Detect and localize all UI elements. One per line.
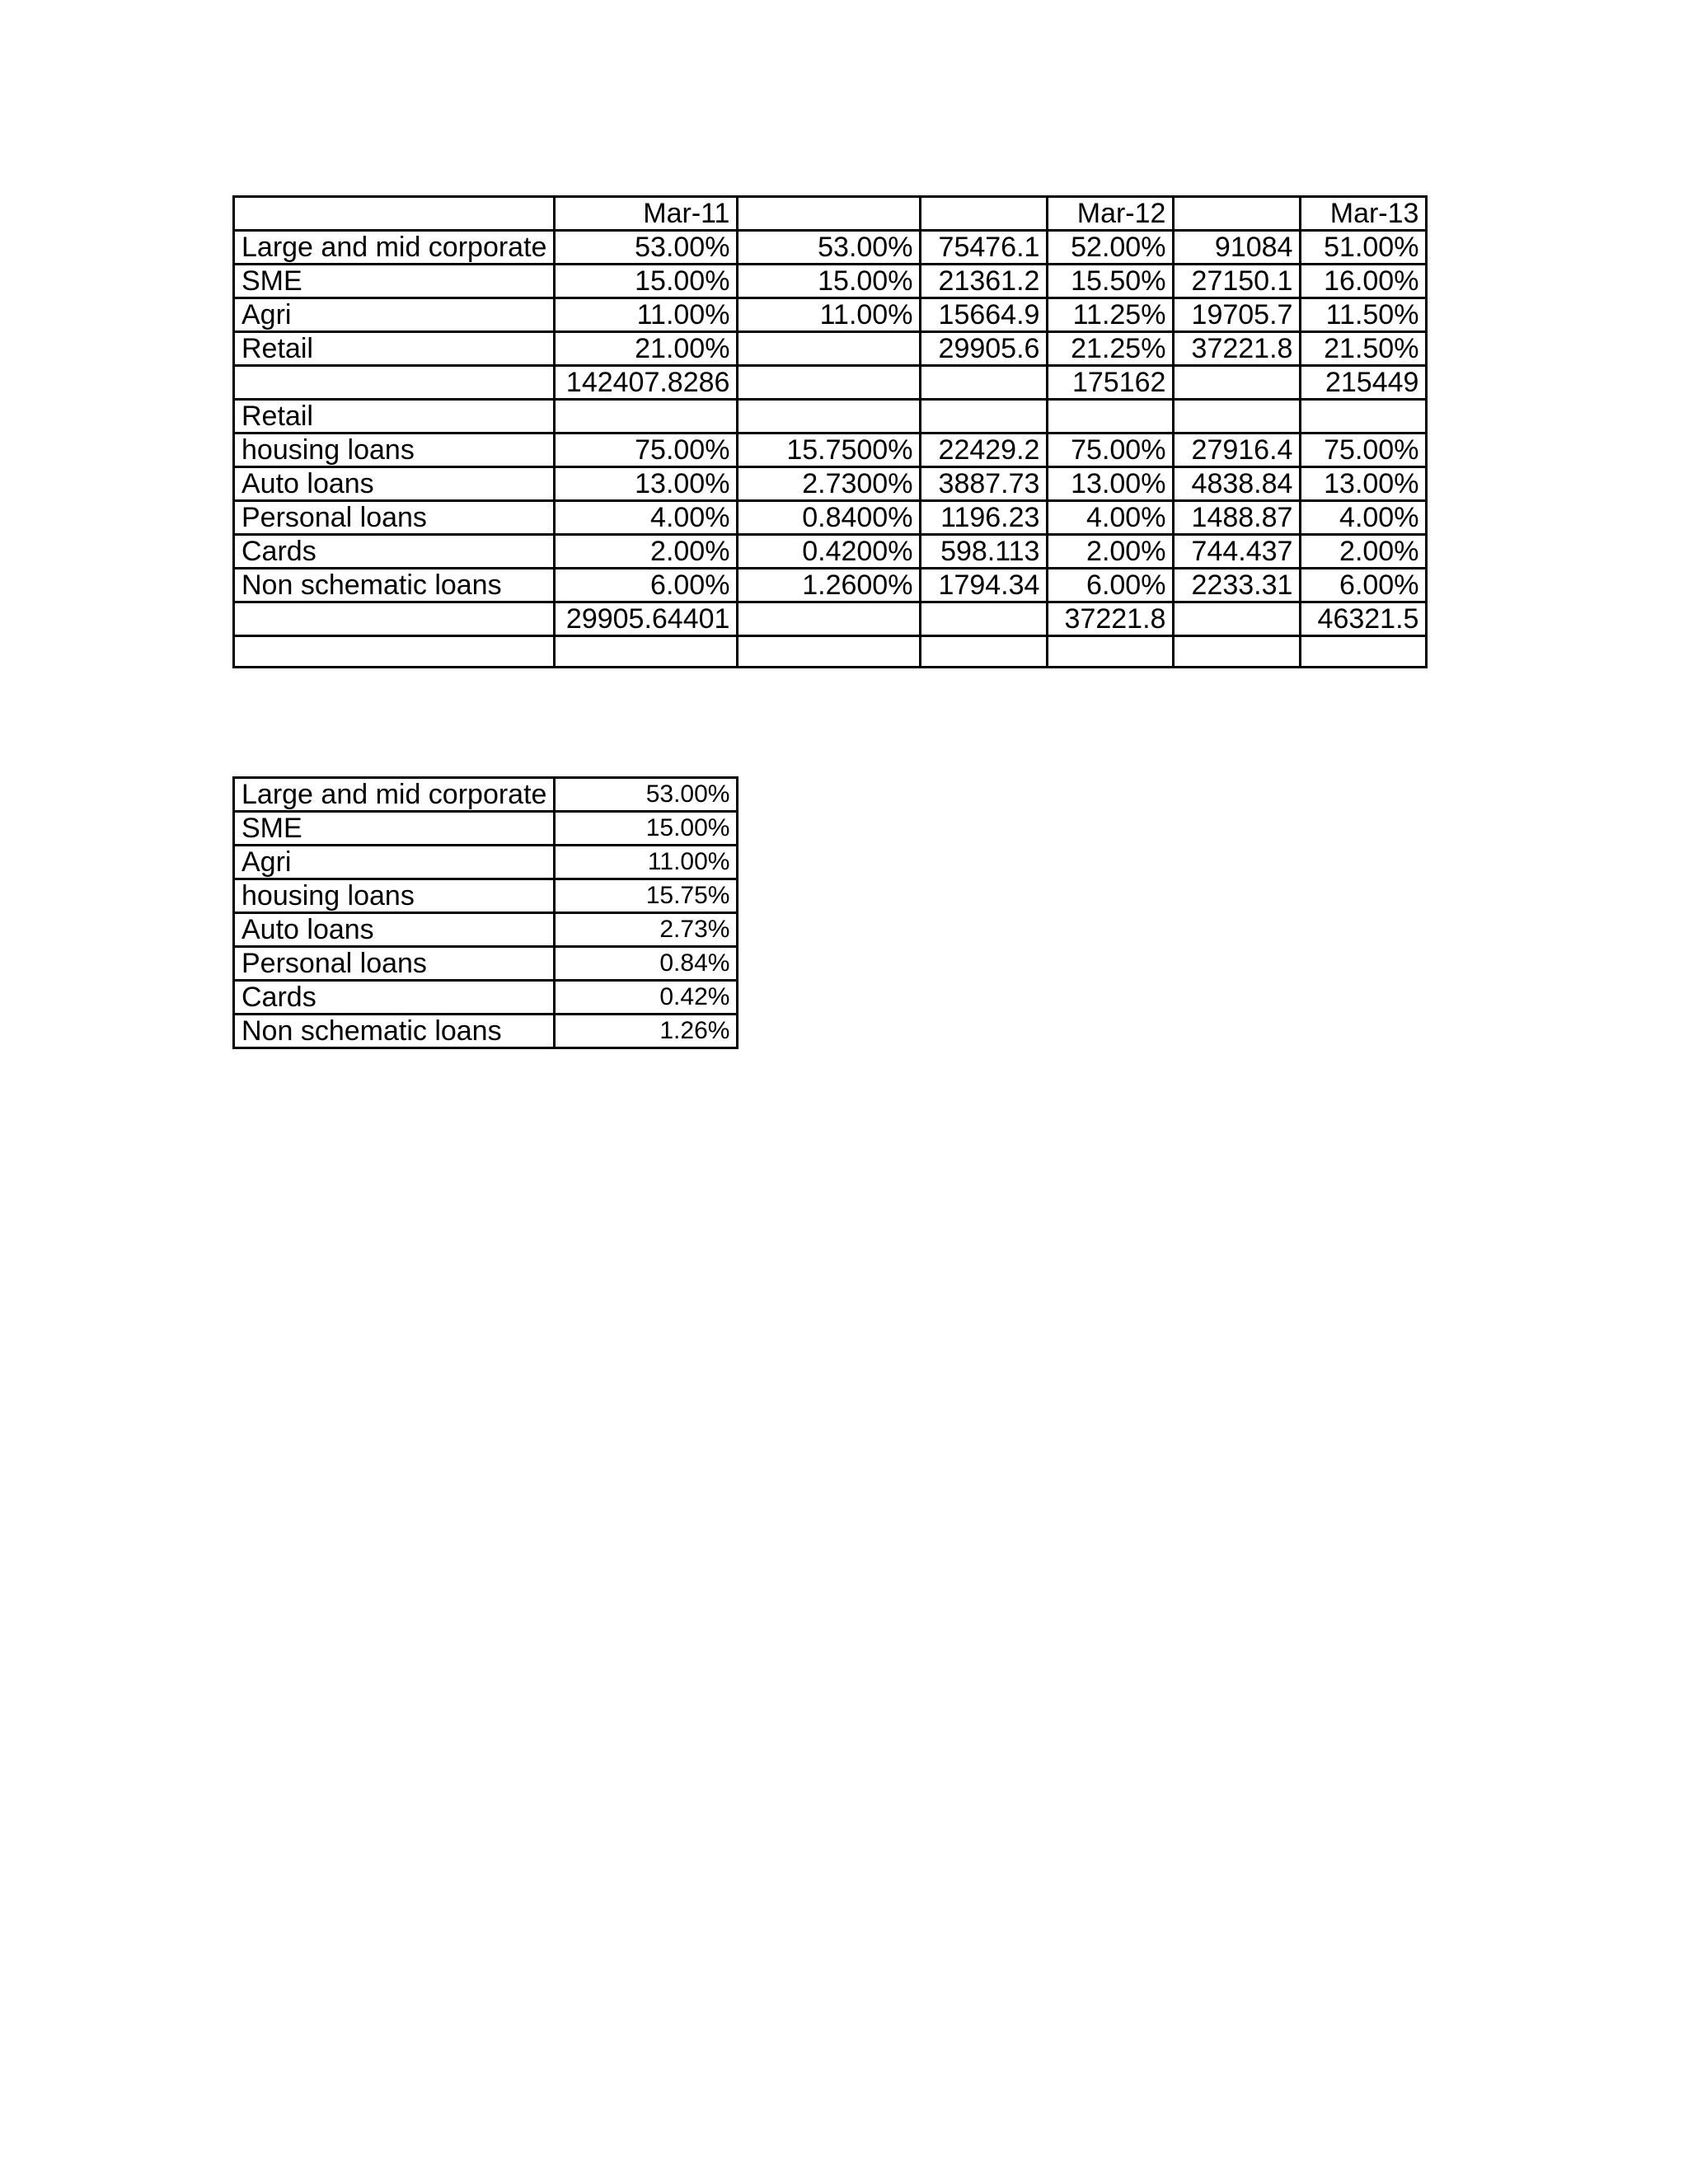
table-row [234, 332, 1427, 366]
value-cell: 4.00% [555, 501, 738, 535]
value-cell: 19705.7 [1174, 298, 1301, 332]
value-cell [1174, 602, 1301, 636]
value-cell: 0.84% [555, 947, 738, 981]
value-cell: Mar-12 [1048, 197, 1174, 231]
value-cell: 215449 [1301, 366, 1427, 400]
value-cell [738, 400, 921, 434]
value-cell: 2.73% [555, 913, 738, 947]
value-cell: 2.00% [1048, 535, 1174, 569]
row-label-cell [234, 366, 555, 400]
value-cell: 2.00% [555, 535, 738, 569]
row-label-cell: Cards [234, 981, 555, 1015]
value-cell: 598.113 [921, 535, 1048, 569]
value-cell [1174, 636, 1301, 668]
row-label-cell: Large and mid corporate [234, 778, 555, 812]
value-cell: 11.00% [555, 298, 738, 332]
value-cell: 1.26% [555, 1015, 738, 1048]
value-cell: 13.00% [555, 467, 738, 501]
value-cell: 22429.2 [921, 434, 1048, 467]
value-cell: 2233.31 [1174, 569, 1301, 602]
value-cell [738, 366, 921, 400]
value-cell: 1488.87 [1174, 501, 1301, 535]
row-label-cell: Personal loans [234, 947, 555, 981]
row-label-cell: SME [234, 265, 555, 298]
value-cell: 15.75% [555, 879, 738, 913]
row-label-cell: Retail [234, 332, 555, 366]
value-cell: 27916.4 [1174, 434, 1301, 467]
value-cell: 37221.8 [1048, 602, 1174, 636]
row-label-cell: Large and mid corporate [234, 231, 555, 265]
summary-table [232, 776, 738, 1049]
value-cell [1048, 400, 1174, 434]
value-cell [921, 602, 1048, 636]
value-cell [1301, 636, 1427, 668]
value-cell: 13.00% [1048, 467, 1174, 501]
row-label-cell: Auto loans [234, 467, 555, 501]
value-cell: Mar-11 [555, 197, 738, 231]
value-cell: 15.00% [738, 265, 921, 298]
row-label-cell: SME [234, 812, 555, 846]
value-cell: 15.00% [555, 265, 738, 298]
value-cell: 21.50% [1301, 332, 1427, 366]
table-row [234, 879, 738, 913]
value-cell: 29905.64401 [555, 602, 738, 636]
row-label-cell: Auto loans [234, 913, 555, 947]
row-label-cell: Agri [234, 298, 555, 332]
table-row [234, 913, 738, 947]
value-cell: 744.437 [1174, 535, 1301, 569]
table-row [234, 197, 1427, 231]
value-cell: 75.00% [555, 434, 738, 467]
row-label-cell: Agri [234, 846, 555, 879]
row-label-cell: Non schematic loans [234, 569, 555, 602]
row-label-cell [234, 636, 555, 668]
value-cell: 53.00% [555, 231, 738, 265]
value-cell: 29905.6 [921, 332, 1048, 366]
row-label-cell: housing loans [234, 879, 555, 913]
table-row [234, 981, 738, 1015]
value-cell: 91084 [1174, 231, 1301, 265]
value-cell: 15.00% [555, 812, 738, 846]
value-cell: 53.00% [738, 231, 921, 265]
value-cell: 75.00% [1048, 434, 1174, 467]
value-cell [555, 400, 738, 434]
value-cell: 3887.73 [921, 467, 1048, 501]
value-cell [921, 400, 1048, 434]
row-label-cell [234, 602, 555, 636]
value-cell: 1794.34 [921, 569, 1048, 602]
value-cell: 2.00% [1301, 535, 1427, 569]
value-cell: 52.00% [1048, 231, 1174, 265]
loan-mix-table [232, 195, 1428, 668]
table-row [234, 846, 738, 879]
table-row [234, 265, 1427, 298]
value-cell [921, 366, 1048, 400]
value-cell: 21361.2 [921, 265, 1048, 298]
value-cell: 4838.84 [1174, 467, 1301, 501]
table-row [234, 778, 738, 812]
value-cell: 37221.8 [1174, 332, 1301, 366]
value-cell: 6.00% [1301, 569, 1427, 602]
row-label-cell [234, 197, 555, 231]
value-cell: 6.00% [1048, 569, 1174, 602]
value-cell [1048, 636, 1174, 668]
value-cell [738, 332, 921, 366]
row-label-cell: Retail [234, 400, 555, 434]
table-row [234, 947, 738, 981]
value-cell [555, 636, 738, 668]
value-cell: Mar-13 [1301, 197, 1427, 231]
row-label-cell: Non schematic loans [234, 1015, 555, 1048]
value-cell [1174, 366, 1301, 400]
value-cell: 1.2600% [738, 569, 921, 602]
summary-table-body [234, 778, 738, 1048]
value-cell: 15664.9 [921, 298, 1048, 332]
value-cell: 15.50% [1048, 265, 1174, 298]
row-label-cell: Cards [234, 535, 555, 569]
table-row [234, 298, 1427, 332]
value-cell: 0.42% [555, 981, 738, 1015]
value-cell: 0.8400% [738, 501, 921, 535]
table-row [234, 569, 1427, 602]
value-cell: 46321.5 [1301, 602, 1427, 636]
value-cell: 11.00% [738, 298, 921, 332]
table-row [234, 231, 1427, 265]
value-cell: 15.7500% [738, 434, 921, 467]
value-cell: 1196.23 [921, 501, 1048, 535]
value-cell: 13.00% [1301, 467, 1427, 501]
table-row [234, 400, 1427, 434]
value-cell: 21.00% [555, 332, 738, 366]
value-cell: 75476.1 [921, 231, 1048, 265]
value-cell [921, 197, 1048, 231]
value-cell: 0.4200% [738, 535, 921, 569]
value-cell: 11.25% [1048, 298, 1174, 332]
value-cell: 4.00% [1048, 501, 1174, 535]
value-cell: 11.00% [555, 846, 738, 879]
table-row [234, 467, 1427, 501]
value-cell: 53.00% [555, 778, 738, 812]
table-row [234, 602, 1427, 636]
table-row [234, 535, 1427, 569]
value-cell: 2.7300% [738, 467, 921, 501]
loan-mix-table-body [234, 197, 1427, 668]
value-cell [738, 602, 921, 636]
value-cell: 175162 [1048, 366, 1174, 400]
value-cell: 16.00% [1301, 265, 1427, 298]
table-row [234, 434, 1427, 467]
value-cell [921, 636, 1048, 668]
row-label-cell: Personal loans [234, 501, 555, 535]
value-cell: 142407.8286 [555, 366, 738, 400]
value-cell: 27150.1 [1174, 265, 1301, 298]
value-cell: 51.00% [1301, 231, 1427, 265]
row-label-cell: housing loans [234, 434, 555, 467]
value-cell: 6.00% [555, 569, 738, 602]
value-cell: 21.25% [1048, 332, 1174, 366]
value-cell [1174, 400, 1301, 434]
value-cell: 75.00% [1301, 434, 1427, 467]
value-cell: 4.00% [1301, 501, 1427, 535]
table-row [234, 636, 1427, 668]
table-row [234, 812, 738, 846]
table-row [234, 501, 1427, 535]
value-cell [1301, 400, 1427, 434]
value-cell: 11.50% [1301, 298, 1427, 332]
value-cell [1174, 197, 1301, 231]
value-cell [738, 197, 921, 231]
table-row [234, 1015, 738, 1048]
value-cell [738, 636, 921, 668]
table-row [234, 366, 1427, 400]
